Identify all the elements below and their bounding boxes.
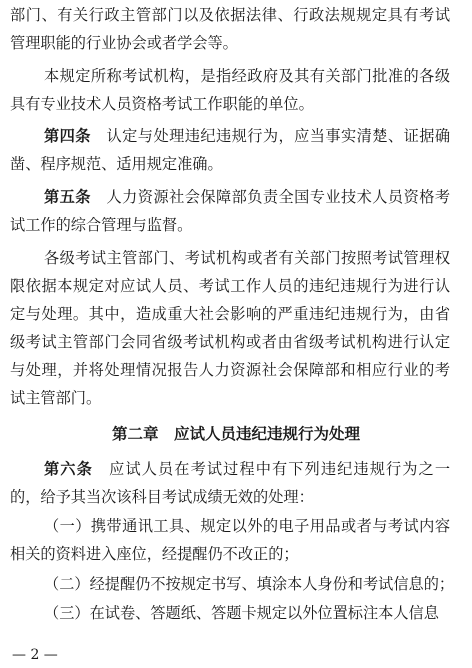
list-item-line-3: （三）在试卷、答题纸、答题卡规定以外位置标注本人信息 [44,604,439,622]
paragraph-line: 的，给予其当次该科目考试成绩无效的处理： [10,488,314,506]
article-5-label: 第五条 [44,188,91,206]
paragraph-line: 具有专业技术人员资格考试工作职能的单位。 [10,95,314,113]
list-item-line: （二）经提醒仍不按规定书写、填涂本人身份和考试信息的； [44,575,455,593]
paragraph-line: 各级考试主管部门、考试机构或者有关部门按照考试管理权 [44,249,450,267]
paragraph-line: 部门、有关行政主管部门以及依据法律、行政法规规定具有考试 [10,6,450,24]
article-6-first-line [0,456,472,482]
paragraph-line: 级考试主管部门会同省级考试机构或者由省级考试机构进行认定 [10,333,450,351]
article-5-first-line [0,184,472,210]
paragraph-line: 凿、程序规范、适用规定准确。 [10,155,223,173]
paragraph-line: 试工作的综合管理与监督。 [10,216,193,234]
article-6-text: 应试人员在考试过程中有下列违纪违规行为之一 [109,460,451,478]
paragraph-line: 管理职能的行业协会或者学会等。 [10,34,238,52]
article-6-label: 第六条 [44,460,93,478]
article-5-text: 人力资源社会保障部负责全国专业技术人员资格考 [106,188,451,206]
paragraph-line: 本规定所称考试机构，是指经政府及其有关部门批准的各级 [44,67,450,85]
article-4-text: 认定与处理违纪违规行为，应当事实清楚、证据确 [106,127,451,145]
article-4-first-line [0,123,472,149]
paragraph-line: 限依据本规定对应试人员、考试工作人员的违纪违规行为进行认 [10,277,450,295]
paragraph-line: 试主管部门。 [10,389,102,407]
article-4-label: 第四条 [44,127,91,145]
chapter-heading: 第二章 应试人员违纪违规行为处理 [111,424,360,443]
paragraph-line: 与处理，并将处理情况报告人力资源社会保障部和相应行业的考 [10,361,450,379]
paragraph-line: 定与处理。其中，造成重大社会影响的严重违纪违规行为，由省 [10,305,450,323]
list-item-line: 相关的资料进入座位，经提醒仍不改正的； [10,545,299,563]
list-item-line: （一）携带通讯工具、规定以外的电子用品或者与考试内容 [44,517,450,535]
page-number: — 2 — [12,647,58,663]
